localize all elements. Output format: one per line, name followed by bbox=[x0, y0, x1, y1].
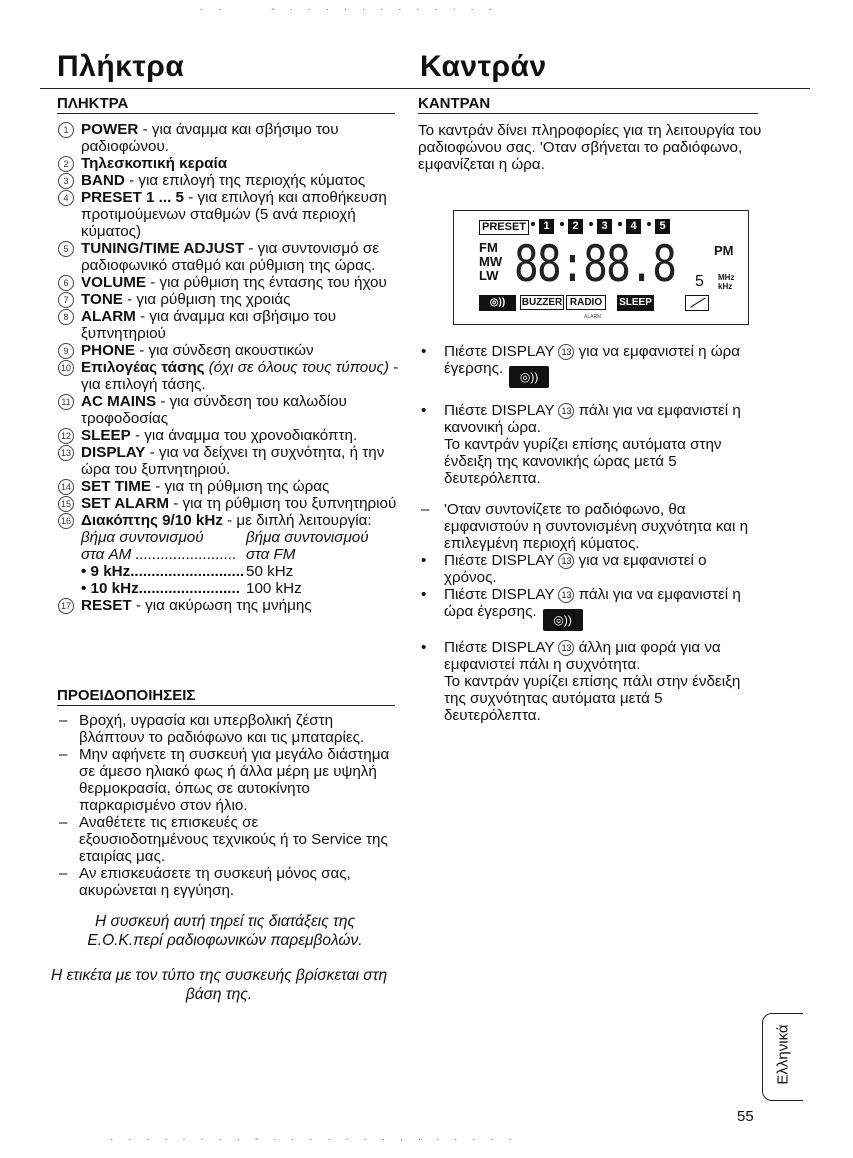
segment-digits: 88:88.8 bbox=[514, 235, 676, 293]
preset-1: 1 bbox=[539, 219, 554, 234]
instruction-item: • Πιέστε DISPLAY 13 για να εμφανιστεί η ώρα έγερσης. ◎)) bbox=[418, 343, 763, 388]
key-item-1: 1 POWER - για άναμμα και σβήσιμο του ραδιοφώνου. bbox=[58, 121, 403, 155]
key-item-9: 9 PHONE - για σύνδεση ακουστικών bbox=[58, 342, 403, 359]
separator-dot bbox=[647, 222, 651, 226]
key-item-7: 7 TONE - για ρύθμιση της χροιάς bbox=[58, 291, 403, 308]
key-item-2: 2 Τηλεσκοπική κεραία bbox=[58, 155, 403, 172]
instruction-item: • Πιέστε DISPLAY 13 άλλη μια φορά για να εμφανιστεί πάλι η συχνότητα. Το καντράν γυρίζει επίσης πάλι στην ένδειξη της συχνότητας αυτόματα μετά 5 δευτερόλεπτα. bbox=[421, 639, 741, 724]
preset-3: 3 bbox=[597, 219, 612, 234]
warnings-list bbox=[57, 712, 390, 899]
warning-item: – Βροχή, υγρασία και υπερβολική ζέστη βλάπτουν το ραδιόφωνο και τις μπαταρίες. bbox=[59, 712, 365, 746]
key-item-5: 5 TUNING/TIME ADJUST - για συντονισμό σε ραδιοφωνικό σταθμό και ρύθμιση της ώρας. bbox=[58, 240, 403, 274]
warning-item: – Αναθέτετε τις επισκευές σε εξουσιοδοτημένους τεχνικούς ή το Service της εταιρίας μας. bbox=[59, 814, 388, 865]
key-item-10: 10 Επιλογέας τάσης (όχι σε όλους τους τύπους) - για επιλογή τάσης. bbox=[58, 359, 403, 393]
instruction-item: • Πιέστε DISPLAY 13 πάλι για να εμφανιστεί η κανονική ώρα. Το καντράν γυρίζει επίσης αυτόματα στην ένδειξη της κανονικής ώρας μετά 5 δευτερόλεπτα. bbox=[421, 402, 741, 487]
label-note: Η ετικέτα με τον τύπο της συσκευής βρίσκεται στη βάση της. bbox=[50, 967, 388, 1003]
alarm-icon: ◎)) bbox=[479, 295, 516, 311]
scan-marks-top: · · - · · · · · · · · · · · · bbox=[200, 4, 498, 15]
keys-heading: ΠΛΗΚΤΡΑ bbox=[57, 95, 395, 114]
key-item-15: 15 SET ALARM - για τη ρύθμιση του ξυπνητηριού bbox=[58, 495, 403, 512]
warning-item: – Μην αφήνετε τη συσκευή για μεγάλο διάστημα σε άμεσο ηλιακό φως ή άλλα μέρη με υψηλή θερμοκρασία, όπως σε αυτοκίνητο παρκαρισμένο στον ήλιο. bbox=[59, 746, 390, 814]
preset-label: PRESET bbox=[479, 220, 529, 235]
alarm-icon: ◎)) bbox=[543, 609, 583, 631]
separator-dot bbox=[618, 222, 622, 226]
instruction-item: • Πιέστε DISPLAY 13 για να εμφανιστεί ο χρόνος. bbox=[421, 552, 707, 586]
step-header: βήμα συντονισμού βήμα συντονισμού στα AM ........................ στα FM bbox=[81, 529, 369, 563]
separator-dot bbox=[560, 222, 564, 226]
key-item-8: 8 ALARM - για άναμμα και σβήσιμο του ξυπνητηριού bbox=[58, 308, 403, 342]
instruction-item: – 'Οταν συντονίζετε το ραδιόφωνο, θα εμφανιστούν η συντονισμένη συχνότητα και η επιλεγμένη περιοχή κύματος. bbox=[421, 501, 749, 552]
segment-five: 5 bbox=[695, 273, 704, 290]
scan-marks-bottom: · · · · · · · · - · · · · · · · · · · · · · · bbox=[110, 1134, 518, 1145]
band-mw: MW bbox=[479, 254, 503, 269]
pm-indicator: PM bbox=[714, 243, 734, 258]
key-item-6: 6 VOLUME - για ρύθμιση της έντασης του ήχου bbox=[58, 274, 403, 291]
preset-4: 4 bbox=[626, 219, 641, 234]
step-row: • 9 kHz........................... 50 kHz bbox=[81, 563, 294, 580]
display-intro: Το καντράν δίνει πληροφορίες για τη λειτουργία του ραδιοφώνου σας. 'Οταν σβήνεται το ραδιόφωνο, εμφανίζεται η ώρα. bbox=[418, 122, 762, 173]
radio-indicator: RADIO bbox=[566, 295, 606, 310]
preset-2: 2 bbox=[568, 219, 583, 234]
page-number: 55 bbox=[737, 1108, 754, 1125]
key-item-17: 17 RESET - για ακύρωση της μνήμης bbox=[58, 597, 403, 614]
key-item-14: 14 SET TIME - για τη ρύθμιση της ώρας bbox=[58, 478, 403, 495]
alarm-label: ALARM bbox=[584, 314, 602, 320]
instruction-item: • Πιέστε DISPLAY 13 πάλι για να εμφανιστεί η ώρα έγερσης. ◎)) bbox=[418, 586, 763, 631]
warnings-heading: ΠΡΟΕΙΔΟΠΟΙΗΣΕΙΣ bbox=[57, 687, 395, 706]
display-heading: ΚΑΝΤΡΑΝ bbox=[418, 95, 758, 114]
key-item-12: 12 SLEEP - για άναμμα του χρονοδιακόπτη. bbox=[58, 427, 403, 444]
step-row: • 10 kHz........................ 100 kHz bbox=[81, 580, 302, 597]
band-lw: LW bbox=[479, 268, 499, 283]
right-title: Καντράν bbox=[420, 50, 547, 83]
lcd-display-panel bbox=[453, 210, 749, 325]
key-item-4: 4 PRESET 1 ... 5 - για επιλογή και αποθήκευση προτιμούμενων σταθμών (5 ανά περιοχή κύματος) bbox=[58, 189, 403, 240]
left-title: Πλήκτρα bbox=[57, 50, 185, 83]
language-tab: Ελληνικά bbox=[762, 1013, 803, 1101]
key-item-16: 16 Διακόπτης 9/10 kHz - με διπλή λειτουργία: bbox=[58, 512, 403, 529]
warning-item: – Αν επισκευάσετε τη συσκευή μόνος σας, ακυρώνεται η εγγύηση. bbox=[59, 865, 351, 899]
keys-list bbox=[58, 121, 403, 614]
band-fm: FM bbox=[479, 240, 498, 255]
eec-note: Η συσκευή αυτή τηρεί τις διατάξεις της Ε.Ο.Κ.περί ραδιοφωνικών παρεμβολών. bbox=[87, 913, 363, 949]
key-item-3: 3 BAND - για επιλογή της περιοχής κύματος bbox=[58, 172, 403, 189]
battery-icon bbox=[685, 295, 709, 311]
unit-indicator: MHz kHz bbox=[718, 273, 735, 291]
alarm-icon: ◎)) bbox=[509, 366, 549, 388]
key-item-13: 13 DISPLAY - για να δείχνει τη συχνότητα, ή την ώρα του ξυπνητηριού. bbox=[58, 444, 403, 478]
title-rule bbox=[40, 88, 810, 89]
buzzer-indicator: BUZZER bbox=[521, 297, 563, 308]
preset-5: 5 bbox=[655, 219, 670, 234]
sleep-indicator: SLEEP bbox=[617, 295, 654, 311]
key-item-11: 11 AC MAINS - για σύνδεση του καλωδίου τροφοδοσίας bbox=[58, 393, 403, 427]
separator-dot bbox=[531, 222, 535, 226]
display-instructions bbox=[418, 343, 763, 724]
separator-dot bbox=[589, 222, 593, 226]
